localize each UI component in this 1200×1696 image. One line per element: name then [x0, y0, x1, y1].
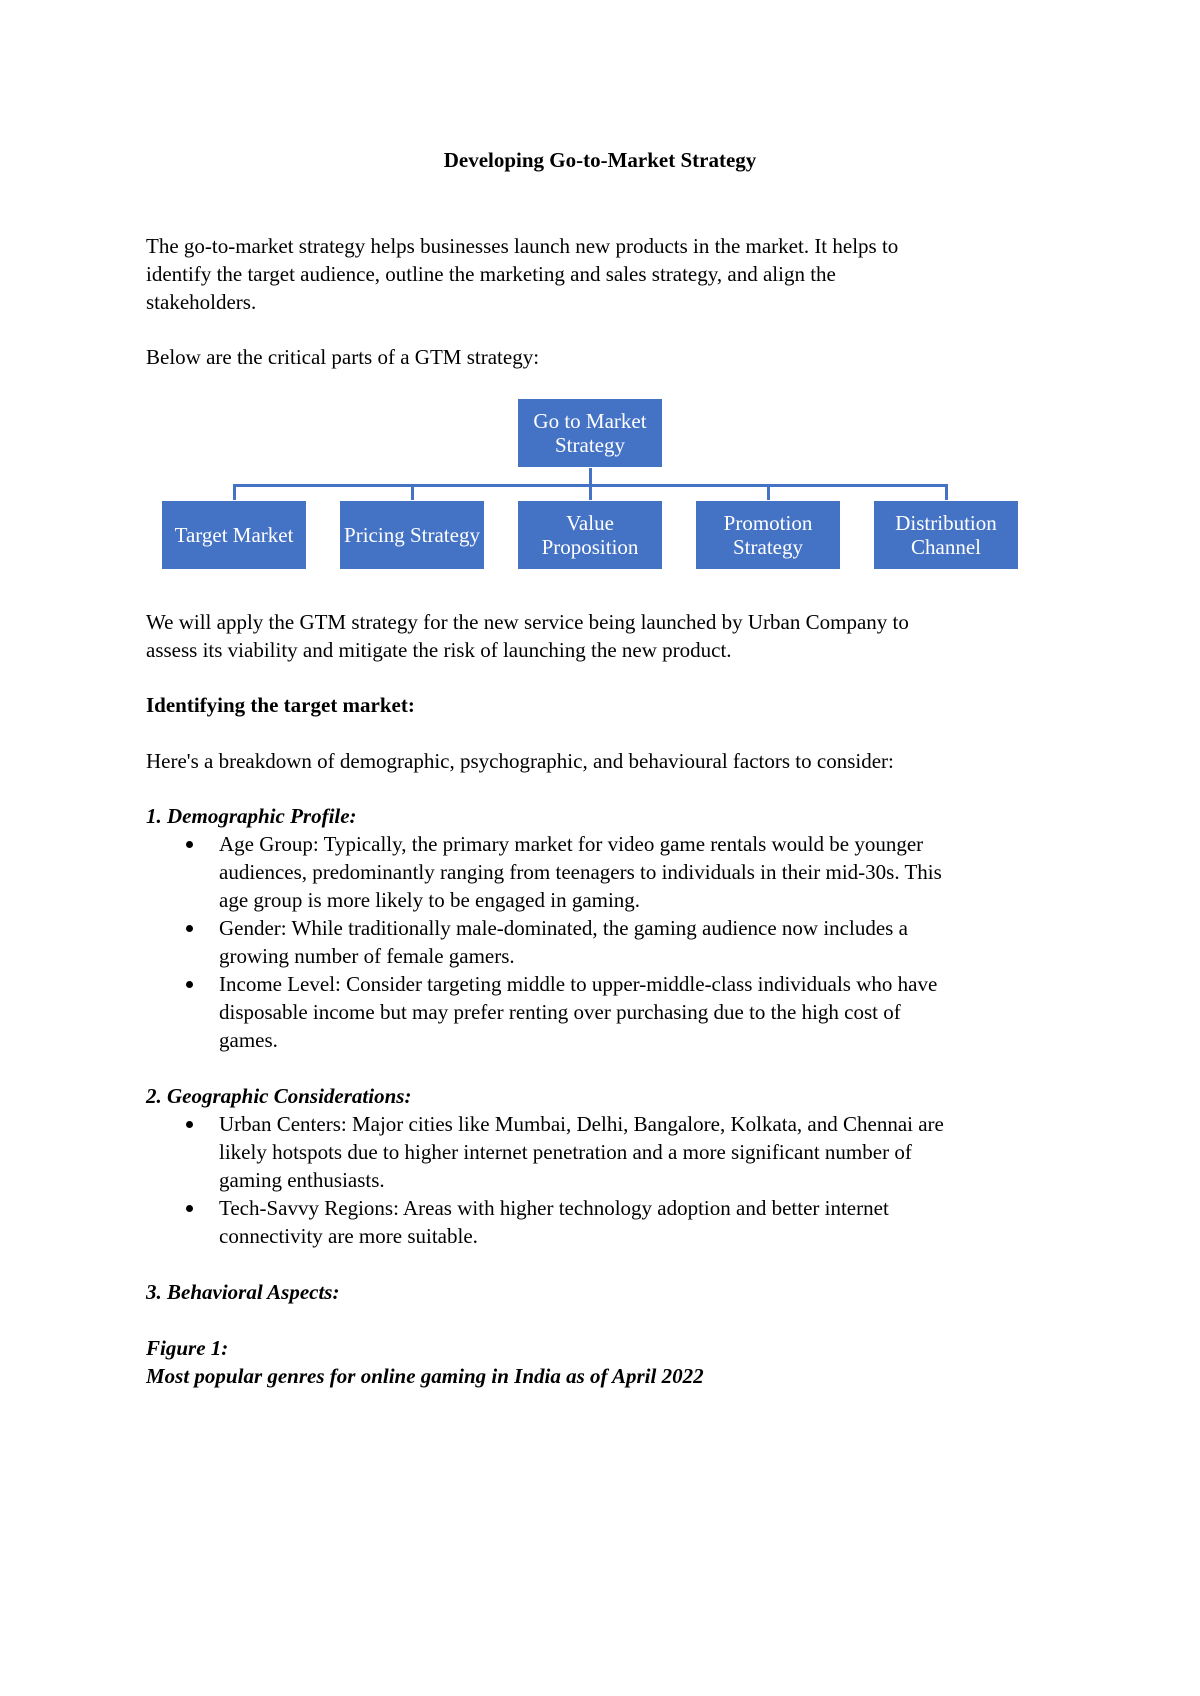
- bullet-text: Urban Centers: Major cities like Mumbai, Delhi, Bangalore, Kolkata, and Chennai are: [219, 1112, 944, 1136]
- diagram-child-label: Promotion Strategy: [723, 511, 813, 559]
- diagram-root-label: Go to Market Strategy: [533, 409, 647, 457]
- bullet-icon: [186, 925, 193, 932]
- section-heading: 3. Behavioral Aspects:: [146, 1280, 340, 1304]
- diagram-child-node: [695, 500, 841, 570]
- diagram-child-label: Target Market: [174, 523, 294, 547]
- bullet-icon: [186, 841, 193, 848]
- bullet-text: Age Group: Typically, the primary market for video game rentals would be younger: [219, 832, 924, 856]
- intro-line: The go-to-market strategy helps businesses launch new products in the market. It helps to: [146, 234, 899, 258]
- diagram-child-node: [339, 500, 485, 570]
- section-heading: 2. Geographic Considerations:: [146, 1084, 412, 1108]
- bullet-text: Income Level: Consider targeting middle to upper-middle-class individuals who have: [219, 972, 938, 996]
- bullet-text: likely hotspots due to higher internet penetration and a more significant number of: [219, 1140, 912, 1164]
- bullet-text: growing number of female gamers.: [219, 944, 515, 968]
- bullet-text: Gender: While traditionally male-dominated, the gaming audience now includes a: [219, 916, 908, 940]
- intro-line: identify the target audience, outline the marketing and sales strategy, and align the: [146, 262, 836, 286]
- diagram-connector: [589, 484, 592, 501]
- bullet-text: audiences, predominantly ranging from teenagers to individuals in their mid-30s. This: [219, 860, 942, 884]
- diagram-connector: [589, 468, 592, 485]
- bullet-text: connectivity are more suitable.: [219, 1224, 478, 1248]
- bullet-text: gaming enthusiasts.: [219, 1168, 385, 1192]
- document-title: Developing Go-to-Market Strategy: [443, 148, 757, 172]
- diagram-connector: [411, 484, 414, 501]
- diagram-child-label: Distribution Channel: [895, 511, 997, 559]
- apply-line: assess its viability and mitigate the risk of launching the new product.: [146, 638, 732, 662]
- breakdown-text: Here's a breakdown of demographic, psychographic, and behavioural factors to consider:: [146, 749, 894, 773]
- diagram-connector: [233, 484, 236, 501]
- bullet-icon: [186, 981, 193, 988]
- diagram-child-label: Value Proposition: [541, 511, 639, 559]
- bullet-text: Tech-Savvy Regions: Areas with higher technology adoption and better internet: [219, 1196, 889, 1220]
- bullet-text: disposable income but may prefer renting over purchasing due to the high cost of: [219, 1000, 901, 1024]
- diagram-connector: [945, 484, 948, 501]
- intro-line: stakeholders.: [146, 290, 257, 314]
- critical-parts-intro: Below are the critical parts of a GTM strategy:: [146, 345, 540, 369]
- bullet-text: age group is more likely to be engaged in gaming.: [219, 888, 641, 912]
- bullet-icon: [186, 1205, 193, 1212]
- target-market-heading: Identifying the target market:: [146, 693, 415, 717]
- diagram-child-node: [873, 500, 1019, 570]
- apply-line: We will apply the GTM strategy for the new service being launched by Urban Company to: [146, 610, 909, 634]
- diagram-child-node: [161, 500, 307, 570]
- figure-caption: Most popular genres for online gaming in India as of April 2022: [146, 1364, 704, 1388]
- diagram-root-node: [517, 398, 663, 468]
- bullet-icon: [186, 1121, 193, 1128]
- bullet-text: games.: [219, 1028, 278, 1052]
- section-heading: 1. Demographic Profile:: [146, 804, 357, 828]
- diagram-child-label: Pricing Strategy: [344, 523, 480, 547]
- diagram-connector: [767, 484, 770, 501]
- diagram-child-node: [517, 500, 663, 570]
- figure-label: Figure 1:: [146, 1336, 229, 1360]
